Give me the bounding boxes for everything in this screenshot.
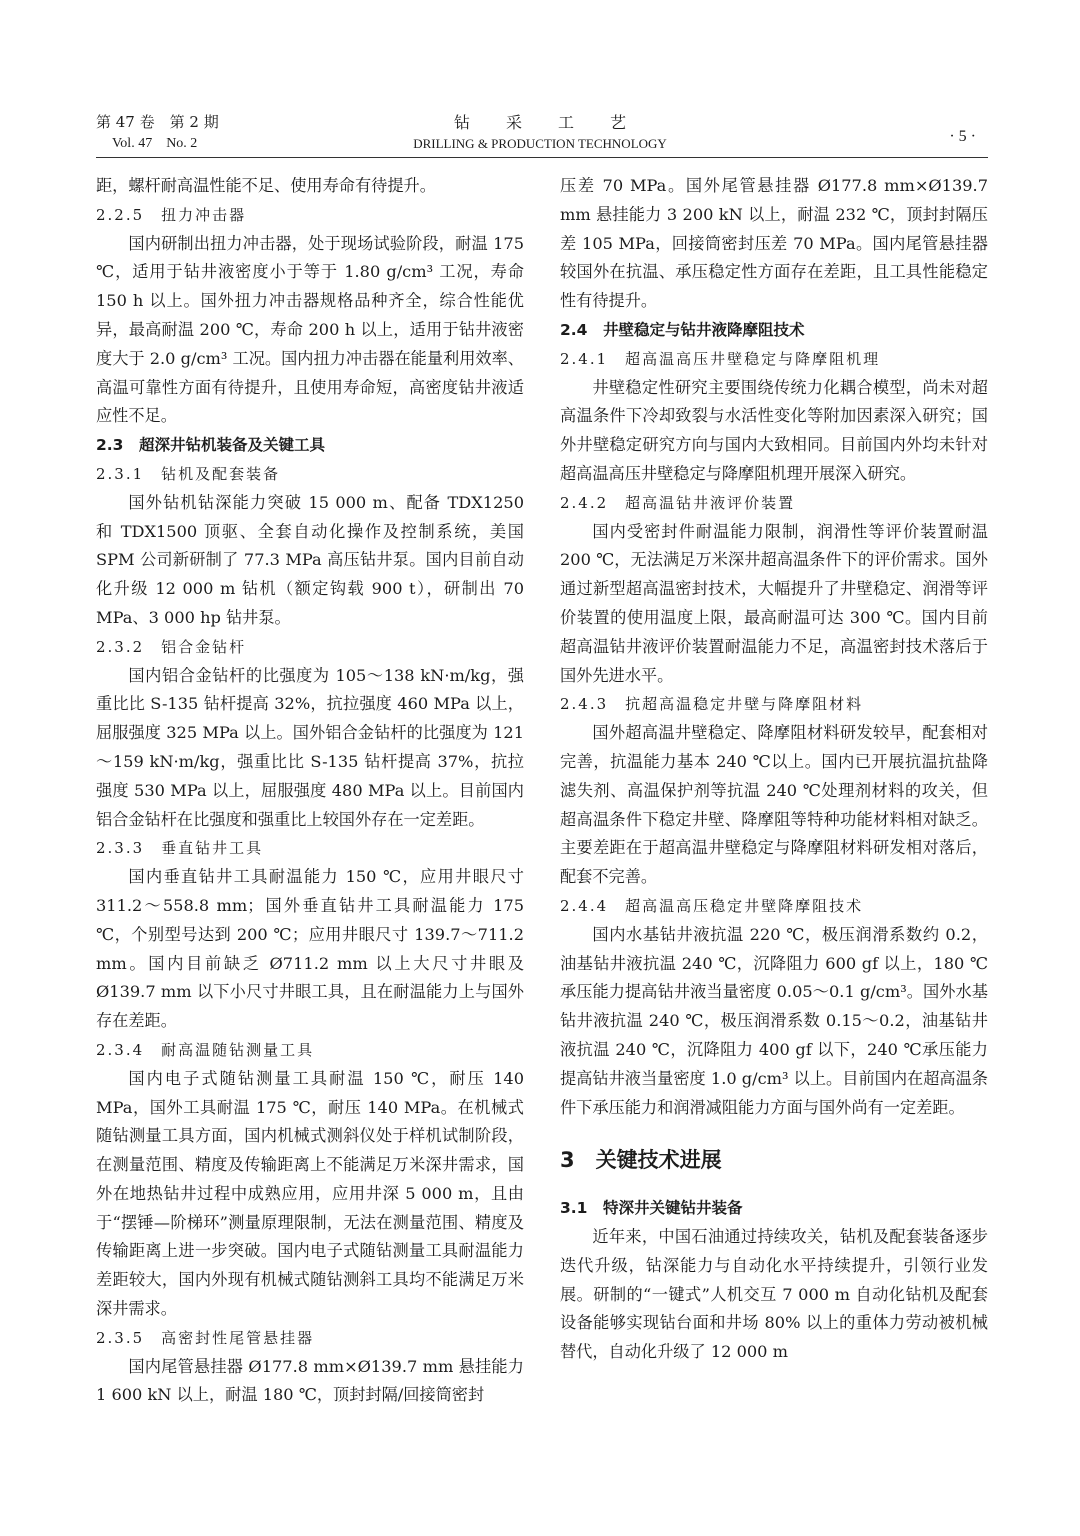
paragraph: 井壁稳定性研究主要围绕传统力化耦合模型，尚未对超高温条件下冷却致裂与水活性变化等附加因素深入研究；国外井壁稳定研究方向与国内大致相同。目前国内外均未针对超高温高压井壁稳定与降摩阻机理开展深入研究。	[560, 377, 988, 483]
heading-3-1: 3.1 特深井关键钻井装备	[560, 1199, 743, 1218]
left-column	[96, 172, 524, 1410]
paragraph: 国内铝合金钻杆的比强度为 105～138 kN·m/kg，强重比比 S-135 钻杆提高 32%，抗拉强度 460 MPa 以上，屈服强度 325 MPa 以上。国外铝合金钻杆的比强度为 121～159 kN·m/kg，强重比比 S-135 钻杆提高 37%，抗拉强度 530 MPa 以上，屈服强度 480 MPa 以上。目前国内铝合金钻杆在比强度和强重比上较国外存在一定差距。	[96, 665, 524, 829]
heading-2-3-3: 2.3.3 垂直钻井工具	[96, 839, 264, 858]
header-journal	[340, 112, 740, 154]
paragraph: 近年来，中国石油通过持续攻关，钻机及配套装备逐步迭代升级，钻深能力与自动化水平持续提升，引领行业发展。研制的“一键式”人机交互 7 000 m 自动化钻机及配套设备能够实现钻台面和井场 80% 以上的重体力劳动被机械替代，自动化升级了 12 000 m	[560, 1227, 988, 1362]
heading-2-3: 2.3 超深井钻机装备及关键工具	[96, 436, 325, 455]
heading-2-3-5: 2.3.5 高密封性尾管悬挂器	[96, 1328, 315, 1347]
heading-2-2-5: 2.2.5 扭力冲击器	[96, 205, 247, 224]
paragraph: 国外超高温井壁稳定、降摩阻材料研发较早，配套相对完善，抗温能力基本 240 ℃以上。国内已开展抗温抗盐降滤失剂、高温保护剂等抗温 240 ℃处理剂材料的攻关，但超高温条件下稳定井壁、降摩阻等特种功能材料相对缺乏。主要差距在于超高温井壁稳定与降摩阻材料研发相对落后，配套不完善。	[560, 723, 988, 887]
paragraph: 国内研制出扭力冲击器，处于现场试验阶段，耐温 175 ℃，适用于钻井液密度小于等于 1.80 g/cm³ 工况，寿命 150 h 以上。国外扭力冲击器规格品种齐全，综合性能优异，最高耐温 200 ℃，寿命 200 h 以上，适用于钻井液密度大于 2.0 g/cm³ 工况。国内扭力冲击器在能量利用效率、高温可靠性方面有待提升，且使用寿命短，高密度钻井液适应性不足。	[96, 233, 524, 426]
heading-3: 3 关键技术进展	[560, 1148, 722, 1173]
volume-en: Vol. 47 No. 2	[112, 136, 198, 151]
heading-2-4: 2.4 井壁稳定与钻井液降摩阻技术	[560, 320, 805, 339]
heading-2-4-3: 2.4.3 抗超高温稳定井壁与降摩阻材料	[560, 695, 864, 714]
heading-2-4-2: 2.4.2 超高温钻井液评价装置	[560, 493, 796, 512]
header-rule	[96, 157, 988, 158]
heading-2-3-1: 2.3.1 钻机及配套装备	[96, 464, 281, 483]
paragraph: 距，螺杆耐高温性能不足、使用寿命有待提升。	[96, 176, 436, 195]
heading-2-3-4: 2.3.4 耐高温随钻测量工具	[96, 1040, 315, 1059]
paragraph: 国内水基钻井液抗温 220 ℃，极压润滑系数约 0.2，油基钻井液抗温 240 ℃，沉降阻力 600 gf 以上，180 ℃承压能力提高钻井液当量密度 0.05～0.1 g/cm³。国外水基钻井液抗温 240 ℃，极压润滑系数 0.15～0.2，油基钻井液抗温 240 ℃，沉降阻力 400 gf 以下，240 ℃承压能力提高钻井液当量密度 1.0 g/cm³ 以上。目前国内在超高温条件下承压能力和润滑减阻能力方面与国外尚有一定差距。	[560, 924, 988, 1117]
volume-cn: 第 47 卷 第 2 期	[96, 113, 219, 131]
journal-title-cn: 钻采工艺	[453, 113, 662, 132]
paragraph: 国内尾管悬挂器 Ø177.8 mm×Ø139.7 mm 悬挂能力 1 600 kN 以上，耐温 180 ℃，顶封封隔/回接筒密封	[96, 1356, 524, 1405]
journal-title-en: DRILLING & PRODUCTION TECHNOLOGY	[413, 136, 667, 151]
paragraph: 国内电子式随钻测量工具耐温 150 ℃，耐压 140 MPa，国外工具耐温 175 ℃，耐压 140 MPa。在机械式随钻测量工具方面，国内机械式测斜仪处于样机试制阶段，在测量范围、精度及传输距离上不能满足万米深井需求，国外在地热钻井过程中成熟应用，应用井深 5 000 m，且由于“摆锤—阶梯环”测量原理限制，无法在测量范围、精度及传输距离上进一步突破。国内电子式随钻测量工具耐温能力差距较大，国内外现有机械式随钻测斜工具均不能满足万米深井需求。	[96, 1068, 524, 1319]
page-number: · 5 ·	[949, 128, 976, 145]
paragraph: 国外钻机钻深能力突破 15 000 m、配备 TDX1250 和 TDX1500 顶驱、全套自动化操作及控制系统，美国 SPM 公司新研制了 77.3 MPa 高压钻井泵。国内目前自动化升级 12 000 m 钻机（额定钩载 900 t），研制出 70 MPa、3 000 hp 钻井泵。	[96, 492, 524, 627]
header-volume	[96, 112, 219, 154]
heading-2-3-2: 2.3.2 铝合金钻杆	[96, 637, 247, 656]
heading-2-4-1: 2.4.1 超高温高压井壁稳定与降摩阻机理	[560, 349, 881, 368]
paragraph: 国内垂直钻井工具耐温能力 150 ℃，应用井眼尺寸 311.2～558.8 mm；国外垂直钻井工具耐温能力 175 ℃，个别型号达到 200 ℃；应用井眼尺寸 139.7～711.2 mm。国内目前缺乏 Ø711.2 mm 以上大尺寸井眼及 Ø139.7 mm 以下小尺寸井眼工具，且在耐温能力上与国外存在差距。	[96, 867, 524, 1031]
paragraph: 压差 70 MPa。国外尾管悬挂器 Ø177.8 mm×Ø139.7 mm 悬挂能力 3 200 kN 以上，耐温 232 ℃，顶封封隔压差 105 MPa，回接筒密封压差 70 MPa。国内尾管悬挂器较国外在抗温、承压稳定性方面存在差距，且工具性能稳定性有待提升。	[560, 176, 988, 311]
heading-2-4-4: 2.4.4 超高温高压稳定井壁降摩阻技术	[560, 896, 864, 915]
right-column	[560, 172, 988, 1367]
paragraph: 国内受密封件耐温能力限制，润滑性等评价装置耐温 200 ℃，无法满足万米深井超高温条件下的评价需求。国外通过新型超高温密封技术，大幅提升了井壁稳定、润滑等评价装置的使用温度上限，最高耐温可达 300 ℃。国内目前超高温钻井液评价装置耐温能力不足，高温密封技术落后于国外先进水平。	[560, 521, 988, 685]
